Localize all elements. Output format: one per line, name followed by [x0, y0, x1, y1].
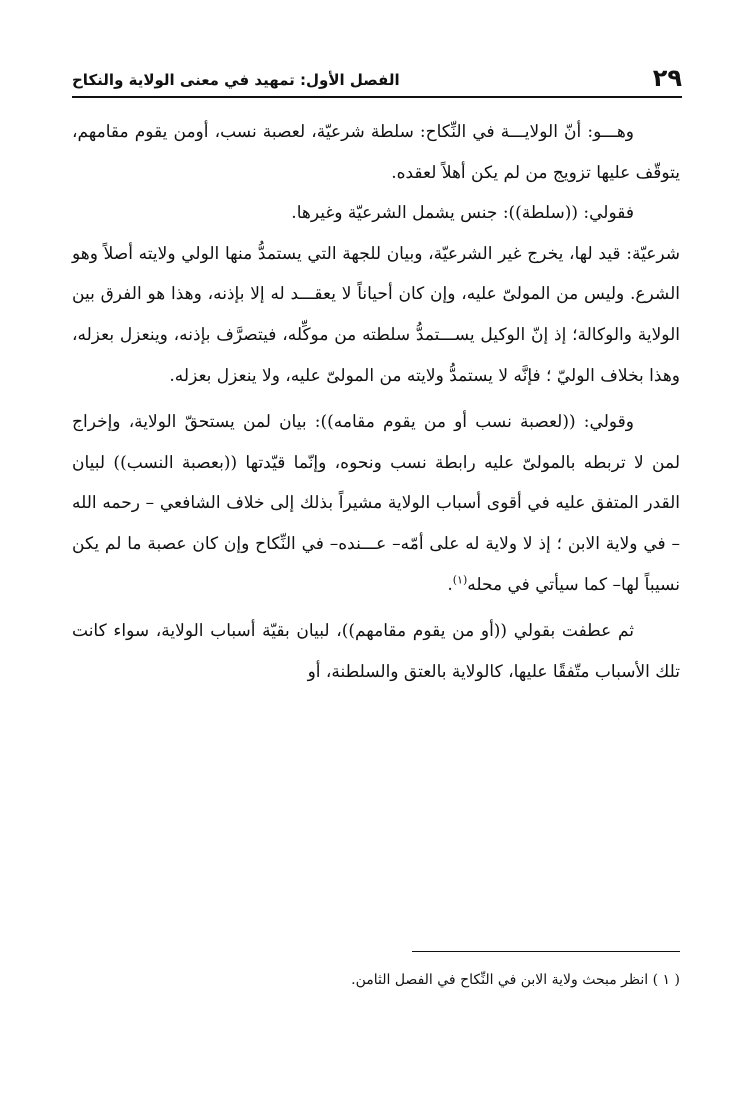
footnote-reference: (١): [452, 572, 468, 586]
footnote-1: ( ١ ) انظر مبحث ولاية الابن في النِّكاح في الفصل الثامن.: [351, 972, 680, 988]
paragraph-definition: وهـــو: أنّ الولايـــة في النِّكاح: سلطة شرعيّة، لعصبة نسب، أومن يقوم مقامهم، يتوقّف عليها تزويج من لم يكن أهلاً لعقده.: [72, 122, 680, 183]
paragraph-atf: ثم عطفت بقولي ((أو من يقوم مقامهم))، لبيان بقيّة أسباب الولاية، سواء كانت تلك الأسباب متّفقًا عليها، كالولاية بالعتق والسلطنة، أو: [72, 621, 680, 682]
main-text: [72, 112, 680, 692]
page-number: ٢٩: [652, 64, 682, 92]
footnote-divider: [412, 951, 680, 952]
paragraph-asaba-text: وقولي: ((لعصبة نسب أو من يقوم مقامه)): بيان لمن يستحقّ الولاية، وإخراج لمن لا تربطه بالمولىّ عليه رابطة نسب ونحوه، وإنّما قيّدتها ((بعصبة النسب)) لبيان القدر المتفق عليه في أقوى أسباب الولاية مشيراً بذلك إلى خلاف الشافعي – رحمه الله – في ولاية الابن ؛ إذ لا ولاية له على أمّه– عـــنده– في النِّكاح وإن كان عصبة ما لم يكن نسيباً لها– كما سيأتي في محله: [72, 412, 680, 595]
paragraph-sharia: شرعيّة: قيد لها، يخرج غير الشرعيّة، وبيان للجهة التي يستمدُّ منها الولي ولايته أصلاً وهو الشرع. وليس من المولىّ عليه، وإن كان أحياناً لا يعقـــد له إلا بإذنه، وهذا هو الفرق بين الولاية والوكالة؛ إذ إنّ الوكيل يســـتمدُّ سلطته من موكِّله، فيتصرَّف بإذنه، وينعزل بعزله، وهذا بخلاف الوليّ ؛ فإنَّه لا يستمدُّ ولايته من المولىّ عليه، ولا ينعزل بعزله.: [72, 243, 680, 386]
running-header: [72, 62, 682, 98]
paragraph-asaba: وقولي: ((لعصبة نسب أو من يقوم مقامه)): بيان لمن يستحقّ الولاية، وإخراج لمن لا تربطه بالمولىّ عليه رابطة نسب ونحوه، وإنّما قيّدتها ((بعصبة النسب)) لبيان القدر المتفق عليه في أقوى أسباب الولاية مشيراً بذلك إلى خلاف الشافعي – رحمه الله – في ولاية الابن ؛ إذ لا ولاية له على أمّه– عـــنده– في النِّكاح وإن كان عصبة ما لم يكن نسيباً لها– كما سيأتي في محله$^{(١)}$.: [72, 412, 680, 595]
paragraph-sulta: فقولي: ((سلطة)): جنس يشمل الشرعيّة وغيرها.: [291, 203, 634, 224]
chapter-title: الفصل الأول: تمهيد في معنى الولاية والنكاح: [72, 71, 400, 89]
